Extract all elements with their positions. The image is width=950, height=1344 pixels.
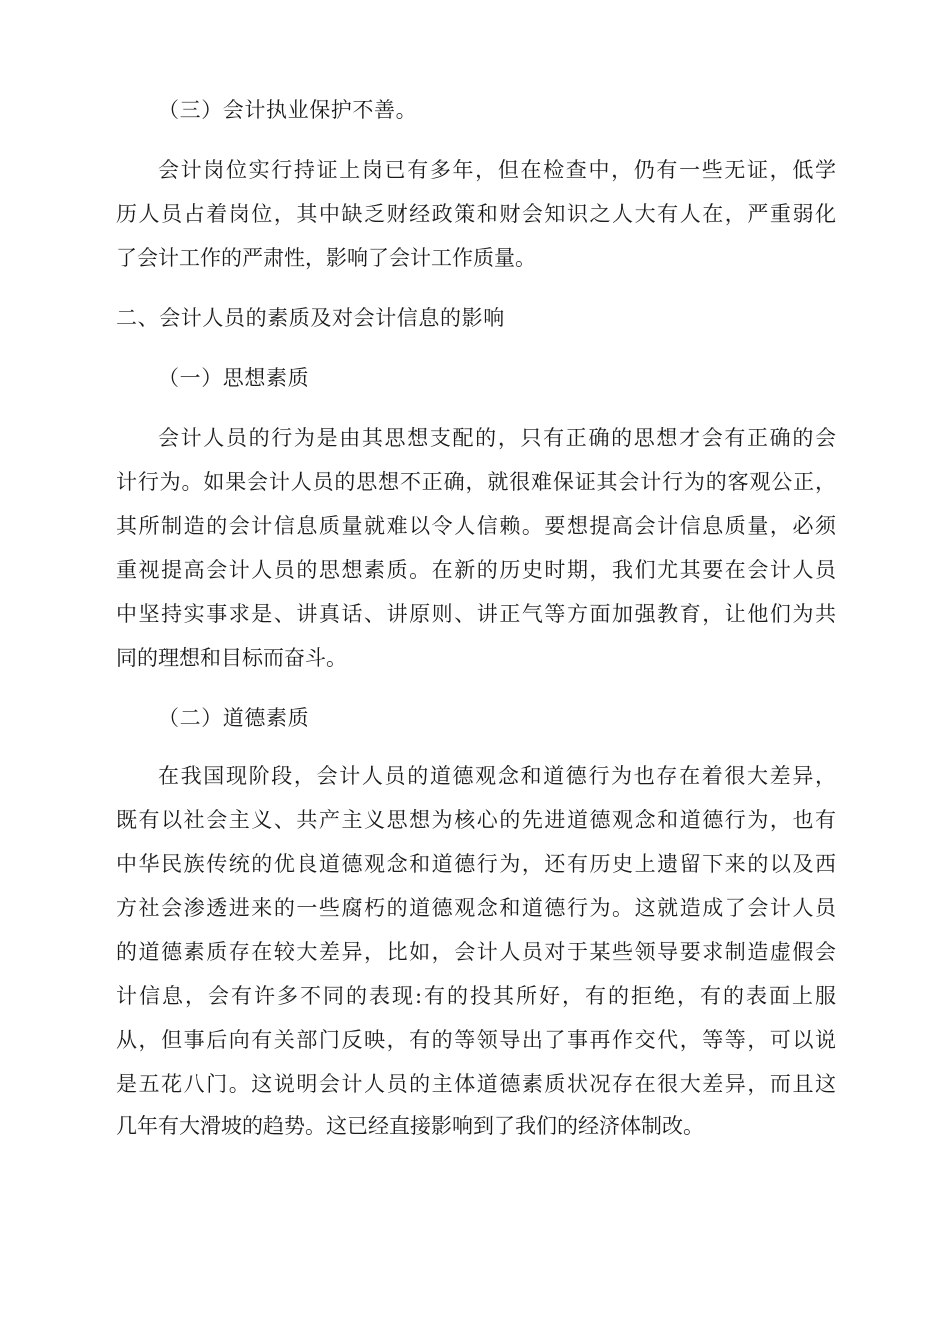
- paragraph-line: 中华民族传统的优良道德观念和道德行为，还有历史上遗留下来的以及西: [116, 852, 836, 876]
- paragraph-line: 几年有大滑坡的趋势。这已经直接影响到了我们的经济体制改。: [116, 1114, 704, 1138]
- paragraph-line: 的道德素质存在较大差异，比如，会计人员对于某些领导要求制造虚假会: [116, 940, 836, 964]
- paragraph-line: 中坚持实事求是、讲真话、讲原则、讲正气等方面加强教育，让他们为共: [116, 602, 836, 626]
- section-heading-3: （三）会计执业保护不善。: [158, 98, 418, 122]
- section-heading-1: （一）思想素质: [158, 366, 310, 390]
- paragraph-line: 同的理想和目标而奋斗。: [116, 646, 347, 670]
- paragraph-line: 方社会渗透进来的一些腐朽的道德观念和道德行为。这就造成了会计人员: [116, 896, 836, 920]
- paragraph-line: 在我国现阶段，会计人员的道德观念和道德行为也存在着很大差异，: [158, 764, 836, 788]
- paragraph-line: 会计人员的行为是由其思想支配的，只有正确的思想才会有正确的会: [158, 426, 836, 450]
- paragraph-line: 历人员占着岗位，其中缺乏财经政策和财会知识之人大有人在，严重弱化: [116, 202, 836, 226]
- section-heading-2: （二）道德素质: [158, 706, 310, 730]
- paragraph-line: 计行为。如果会计人员的思想不正确，就很难保证其会计行为的客观公正，: [116, 470, 836, 494]
- paragraph-line: 了会计工作的严肃性，影响了会计工作质量。: [116, 246, 536, 270]
- chapter-heading-2: 二、会计人员的素质及对会计信息的影响: [116, 306, 505, 330]
- paragraph-line: 既有以社会主义、共产主义思想为核心的先进道德观念和道德行为，也有: [116, 808, 836, 832]
- paragraph-line: 重视提高会计人员的思想素质。在新的历史时期，我们尤其要在会计人员: [116, 558, 836, 582]
- paragraph-line: 是五花八门。这说明会计人员的主体道德素质状况存在很大差异，而且这: [116, 1072, 836, 1096]
- paragraph-line: 其所制造的会计信息质量就难以令人信赖。要想提高会计信息质量，必须: [116, 514, 836, 538]
- paragraph-line: 从，但事后向有关部门反映，有的等领导出了事再作交代，等等，可以说: [116, 1028, 836, 1052]
- paragraph-line: 会计岗位实行持证上岗已有多年，但在检查中，仍有一些无证，低学: [158, 158, 836, 182]
- paragraph-line: 计信息，会有许多不同的表现:有的投其所好，有的拒绝，有的表面上服: [116, 984, 836, 1008]
